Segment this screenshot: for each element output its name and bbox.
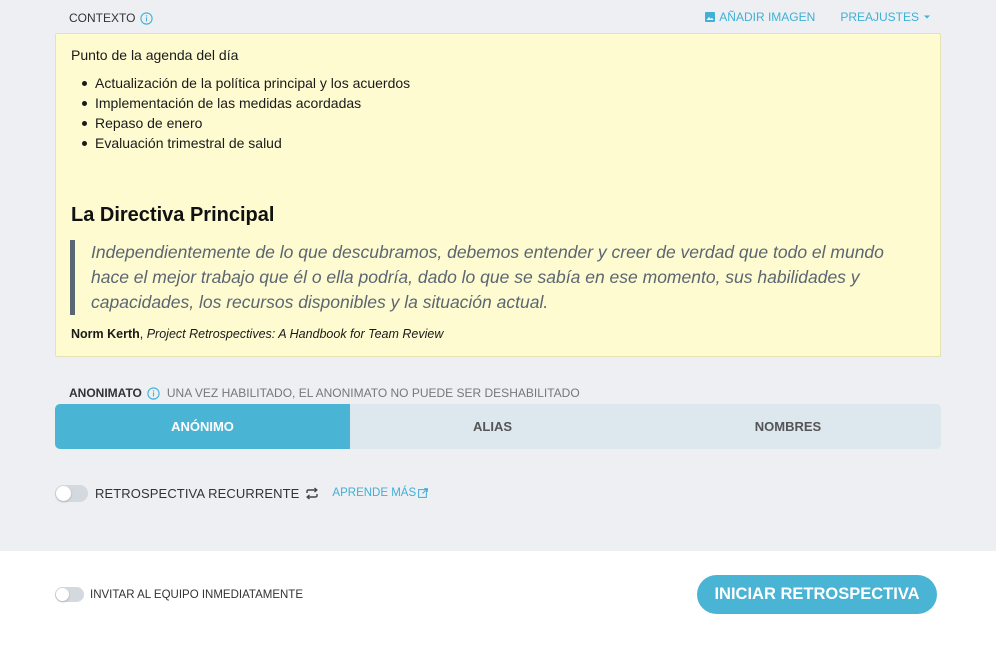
toggle-knob [56, 588, 69, 601]
quote-author: Norm Kerth [71, 327, 140, 341]
toggle-knob [56, 486, 71, 501]
directive-heading: La Directiva Principal [71, 204, 275, 226]
invite-label: INVITAR AL EQUIPO INMEDIATAMENTE [90, 588, 303, 601]
info-icon[interactable] [140, 12, 153, 25]
learn-more-link[interactable] [332, 487, 428, 499]
anonymity-option-names[interactable]: NOMBRES [754, 419, 822, 434]
recurring-row [55, 484, 428, 502]
quote-attribution: Norm Kerth, Project Retrospectives: A Handbook for Team Review [71, 327, 444, 341]
context-header [69, 10, 153, 26]
context-actions [705, 10, 931, 24]
context-label: CONTEXTO [69, 11, 136, 25]
learn-more-label: APRENDE MÁS [332, 487, 417, 499]
info-icon[interactable] [147, 387, 160, 400]
recurring-toggle[interactable] [55, 485, 88, 502]
start-retrospective-button[interactable]: INICIAR RETROSPECTIVA [697, 575, 937, 614]
agenda-item: Actualización de la política principal y los acuerdos [80, 73, 925, 93]
recurring-label: RETROSPECTIVA RECURRENTE [95, 485, 300, 501]
presets-label: PREAJUSTES [840, 10, 919, 24]
repeat-icon [304, 487, 320, 500]
anonymity-hint: UNA VEZ HABILITADO, EL ANONIMATO NO PUEDE SER DESHABILITADO [166, 386, 580, 400]
agenda-list [80, 73, 925, 153]
add-image-label: AÑADIR IMAGEN [719, 10, 816, 24]
presets-dropdown[interactable] [840, 10, 931, 24]
agenda-item: Implementación de las medidas acordadas [80, 93, 925, 113]
invite-toggle[interactable] [55, 587, 84, 602]
caret-down-icon [923, 14, 931, 20]
external-link-icon [418, 488, 428, 498]
anonymity-option-anonymous[interactable]: ANÓNIMO [55, 404, 350, 449]
anonymity-option-alias[interactable]: ALIAS [473, 419, 512, 434]
directive-quote: Independientemente de lo que descubramos, debemos entender y creer de verdad que todo el mundo hace el mejor trabajo que él o ella podría, dado lo que se sabía en ese momento, sus habilidades y capacidades, los recursos disponibles y la situación actual. [70, 240, 922, 315]
image-icon [705, 12, 715, 22]
anonymity-selector [55, 404, 941, 449]
agenda-title: Punto de la agenda del día [71, 47, 239, 63]
context-editor[interactable] [55, 33, 941, 357]
quote-book: Project Retrospectives: A Handbook for Team Review [146, 327, 444, 341]
invite-row [55, 586, 303, 603]
anonymity-label: ANONIMATO [69, 386, 142, 400]
anonymity-header [69, 386, 580, 400]
agenda-item: Repaso de enero [80, 113, 925, 133]
add-image-button[interactable] [705, 10, 815, 24]
agenda-item: Evaluación trimestral de salud [80, 133, 925, 153]
